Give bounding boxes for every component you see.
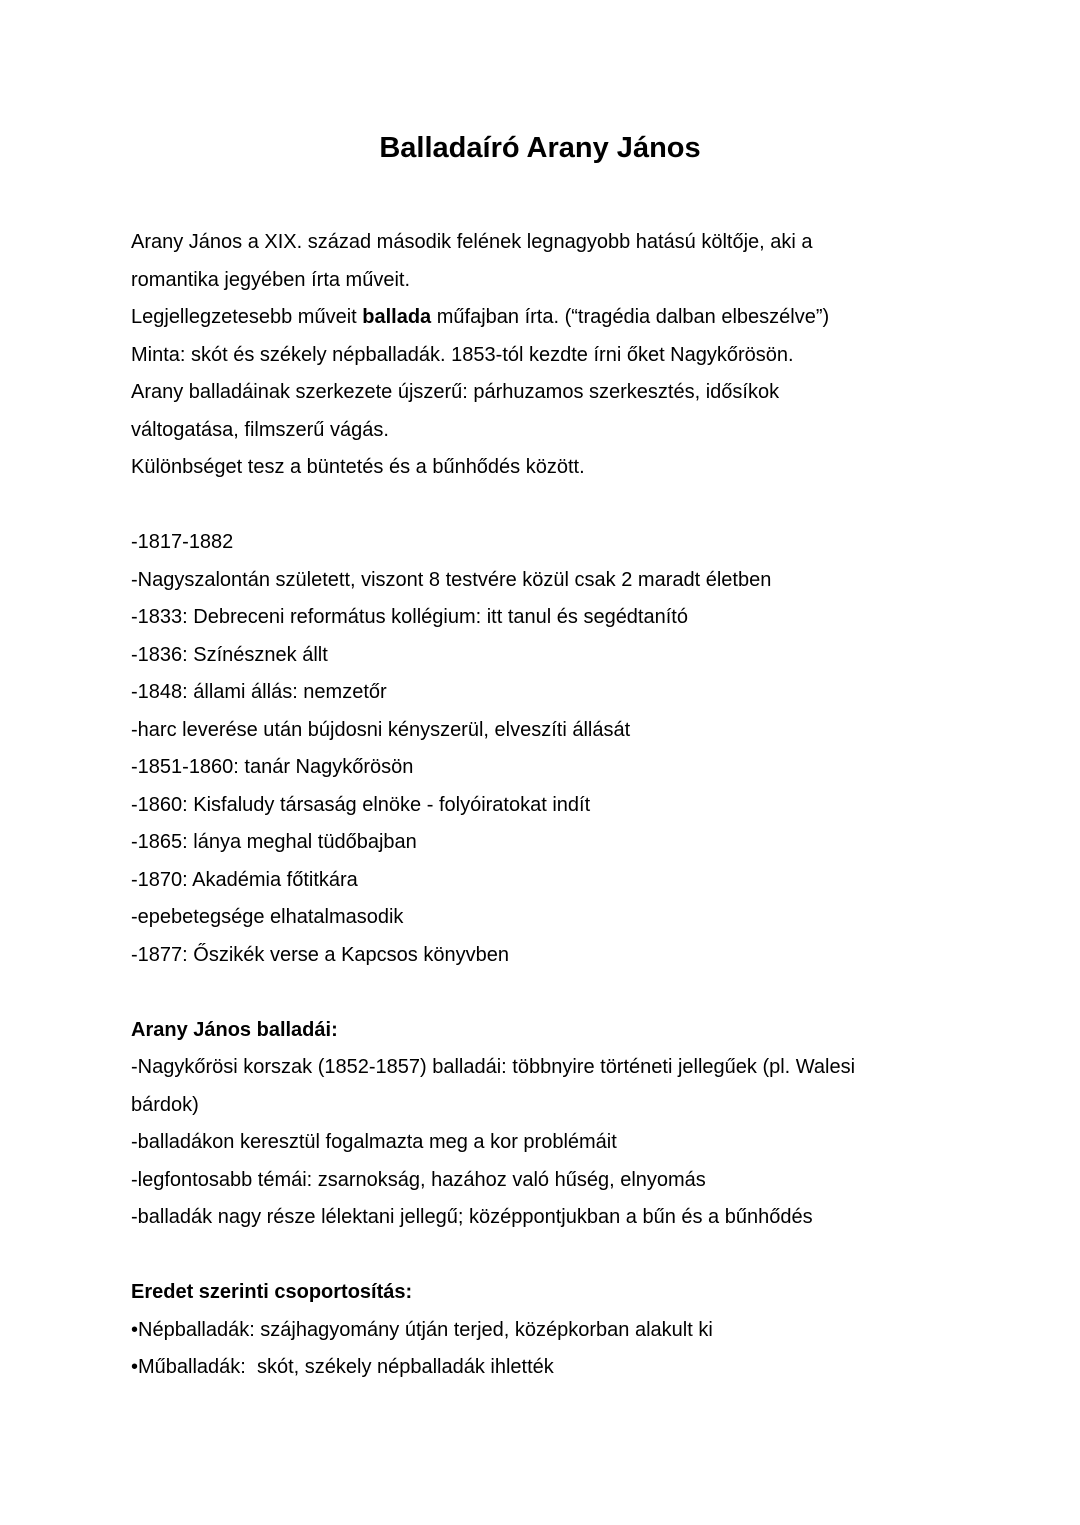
intro-paragraph <box>131 224 951 487</box>
timeline-list <box>131 524 951 974</box>
timeline-item: -1877: Őszikék verse a Kapcsos könyvben <box>131 943 509 966</box>
intro-line: váltogatása, filmszerű vágás. <box>131 418 389 441</box>
intro-line-ballada <box>131 299 951 337</box>
ballads-item: bárdok) <box>131 1093 199 1116</box>
timeline-item: -harc leverése után bújdosni kényszerül, elveszíti állását <box>131 718 631 741</box>
origin-section <box>131 1274 951 1387</box>
ballads-heading: Arany János balladái: <box>131 1018 338 1041</box>
timeline-item: -epebetegsége elhatalmasodik <box>131 906 404 928</box>
spacer <box>131 487 951 525</box>
timeline-item: -1851-1860: tanár Nagykőrösön <box>131 756 414 778</box>
intro-text: műfajban írta. (“tragédia dalban elbeszélve”) <box>431 306 830 328</box>
ballads-section <box>131 1012 951 1237</box>
ballads-item: -balladák nagy része lélektani jellegű; középpontjukban a bűn és a bűnhődés <box>131 1206 813 1228</box>
timeline-item: -1836: Színésznek állt <box>131 643 328 666</box>
ballads-item: -legfontosabb témái: zsarnokság, hazához való hűség, elnyomás <box>131 1168 706 1191</box>
bold-term-ballada: ballada <box>362 306 432 328</box>
timeline-item: -1860: Kisfaludy társaság elnöke - folyóiratokat indít <box>131 793 591 816</box>
spacer <box>131 1237 951 1275</box>
origin-heading: Eredet szerinti csoportosítás: <box>131 1281 413 1303</box>
intro-line: romantika jegyében írta műveit. <box>131 268 411 291</box>
intro-line: Különbséget tesz a büntetés és a bűnhődés között. <box>131 456 585 478</box>
ballads-item: -Nagykőrösi korszak (1852-1857) balladái: többnyire történeti jellegűek (pl. Walesi <box>131 1056 856 1078</box>
intro-text: Legjellegzetesebb műveit <box>131 306 363 328</box>
spacer <box>131 974 951 1012</box>
timeline-item: -1817-1882 <box>131 531 234 553</box>
timeline-item: -1865: lánya meghal tüdőbajban <box>131 831 417 853</box>
origin-item: •Műballadák: skót, székely népballadák ihlették <box>131 1356 554 1378</box>
origin-item: •Népballadák: szájhagyomány útján terjed, középkorban alakult ki <box>131 1318 713 1341</box>
intro-line: Arany balladáinak szerkezete újszerű: párhuzamos szerkesztés, idősíkok <box>131 381 780 403</box>
ballads-item: -balladákon keresztül fogalmazta meg a kor problémáit <box>131 1131 617 1153</box>
intro-line: Arany János a XIX. század második felének legnagyobb hatású költője, aki a <box>131 231 813 253</box>
timeline-item: -1848: állami állás: nemzetőr <box>131 681 387 703</box>
page-title: Balladaíró Arany János <box>379 132 701 164</box>
document-body <box>131 224 951 1387</box>
timeline-item: -1833: Debreceni református kollégium: itt tanul és segédtanító <box>131 606 688 628</box>
timeline-item: -1870: Akadémia főtitkára <box>131 868 358 891</box>
timeline-item: -Nagyszalontán született, viszont 8 testvére közül csak 2 maradt életben <box>131 568 772 591</box>
intro-line: Minta: skót és székely népballadák. 1853-tól kezdte írni őket Nagykőrösön. <box>131 343 794 366</box>
